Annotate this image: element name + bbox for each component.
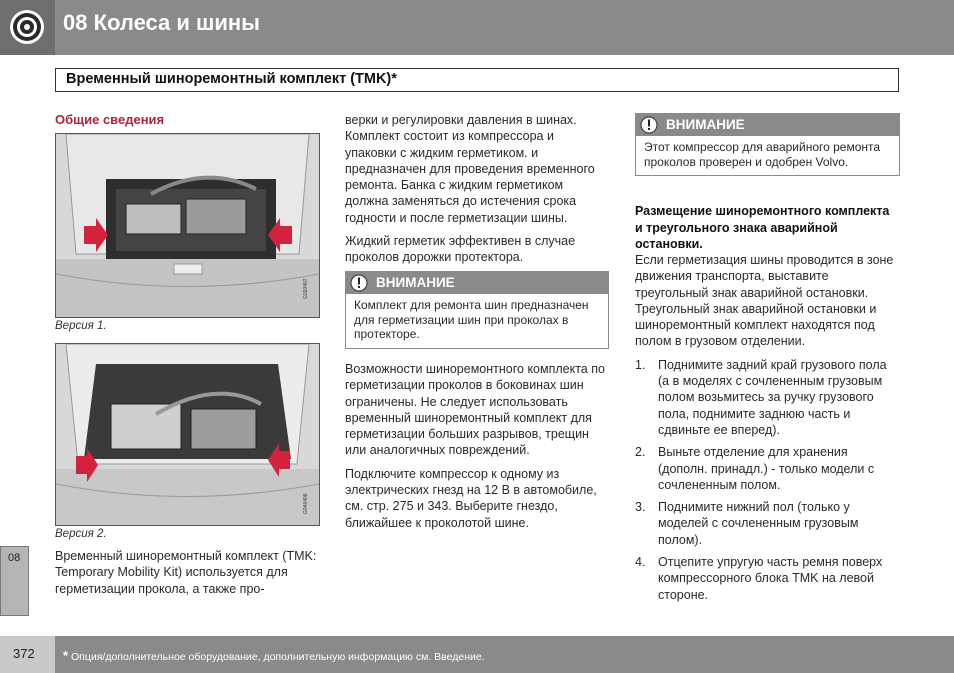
figure-version-2 xyxy=(55,343,320,526)
page-header xyxy=(0,0,954,55)
chapter-logo xyxy=(0,0,55,55)
warning-header xyxy=(636,114,899,136)
warning-label: ВНИМАНИЕ xyxy=(376,275,455,290)
warning-label: ВНИМАНИЕ xyxy=(666,117,745,132)
step-number: 2. xyxy=(635,445,646,460)
step-text: Поднимите задний край грузового пола (а в моделях с сочлененным грузовым полом возьмитесь за ручку грузового пола, поднимите заднюю часть и сдвиньте ее вперед). xyxy=(658,357,887,437)
step-text: Поднимите нижний пол (только у моделей с сочлененным грузовым полом). xyxy=(658,500,859,547)
wheel-tire-icon xyxy=(0,0,55,55)
page-footer xyxy=(0,636,954,673)
info-exclamation-icon xyxy=(350,274,368,292)
step-number: 3. xyxy=(635,500,646,515)
paragraph: Жидкий герметик эффективен в случае проколов дорожки протектора. xyxy=(345,234,576,265)
column3-body xyxy=(635,252,897,609)
page-number: 372 xyxy=(13,646,35,661)
subheading-general-info: Общие сведения xyxy=(55,112,165,127)
step-text: Выньте отделение для хранения (дополн. принадл.) - только модели с сочлененным полом. xyxy=(658,445,875,492)
warning-header xyxy=(346,272,608,294)
footnote-asterisk: * xyxy=(63,648,69,663)
step-text: Отцепите упругую часть ремня поверх компрессорного блока TMK на левой стороне. xyxy=(658,555,883,602)
footnote xyxy=(63,648,485,663)
warning-text: Комплект для ремонта шин предназначен для герметизации шин при проколах в протекторе. xyxy=(354,298,589,341)
paragraph: верки и регулировки давления в шинах. Комплект состоит из компрессора и упаковки с жидким герметиком. и предназначен для проведения временного ремонта. Банка с жидким герметиком должна заменяться до истечения срока годности и после герметизации шины. xyxy=(345,113,595,225)
paragraph: Возможности шиноремонтного комплекта по герметизации проколов в боковинах шин ограничены. Не следует использовать временный шиноремонтный комплект для герметизации больших разрывов, трещин или аналогичных повреждений. xyxy=(345,362,605,458)
page-number-box xyxy=(0,636,55,673)
step-number: 1. xyxy=(635,357,646,372)
footnote-text: Опция/дополнительное оборудование, дополнительную информацию см. Введение. xyxy=(70,651,485,663)
side-tab-label: 08 xyxy=(8,552,21,564)
warning-text: Этот компрессор для аварийного ремонта проколов проверен и одобрен Volvo. xyxy=(644,140,881,169)
warning-box xyxy=(345,271,609,349)
paragraph: Временный шиноремонтный комплект (TMK: Temporary Mobility Kit) используется для герметизации прокола, а также про- xyxy=(55,549,317,596)
paragraph: Если герметизация шины проводится в зоне движения транспорта, выставите треугольный знак аварийной остановки. Треугольный знак аварийной остановки и шиноремонтный комплект находятся под полом в грузовом отделении. xyxy=(635,253,894,349)
steps-list xyxy=(635,357,897,603)
section-title-bar xyxy=(55,68,899,92)
figure-code-1: G020407 xyxy=(303,278,309,299)
warning-box xyxy=(635,113,900,176)
section-title: Временный шиноремонтный комплект (TMK)* xyxy=(66,71,397,87)
column2-body-bottom xyxy=(345,361,607,538)
step-number: 4. xyxy=(635,555,646,570)
column2-body-top xyxy=(345,112,607,273)
figure-caption-1: Версия 1. xyxy=(55,320,107,332)
figure-caption-2: Версия 2. xyxy=(55,528,107,540)
trunk-illustration-2 xyxy=(56,344,319,525)
list-item xyxy=(635,554,897,603)
figure-code-2: G046408 xyxy=(303,493,309,514)
chapter-title: 08 Колеса и шины xyxy=(63,10,260,35)
chapter-side-tab xyxy=(0,546,29,616)
list-item xyxy=(635,499,897,548)
paragraph: Подключите компрессор к одному из электрических гнезд на 12 В в автомобиле, см. стр. 275 и 343. Выберите гнездо, ближайшее к проколотой шине. xyxy=(345,466,597,530)
list-item xyxy=(635,357,897,438)
figure-version-1 xyxy=(55,133,320,318)
subheading-placement: Размещение шиноремонтного комплекта и треугольного знака аварийной остановки. xyxy=(635,204,890,251)
list-item xyxy=(635,444,897,493)
trunk-illustration-1 xyxy=(56,134,319,317)
column1-body xyxy=(55,548,317,604)
info-exclamation-icon xyxy=(640,116,658,134)
